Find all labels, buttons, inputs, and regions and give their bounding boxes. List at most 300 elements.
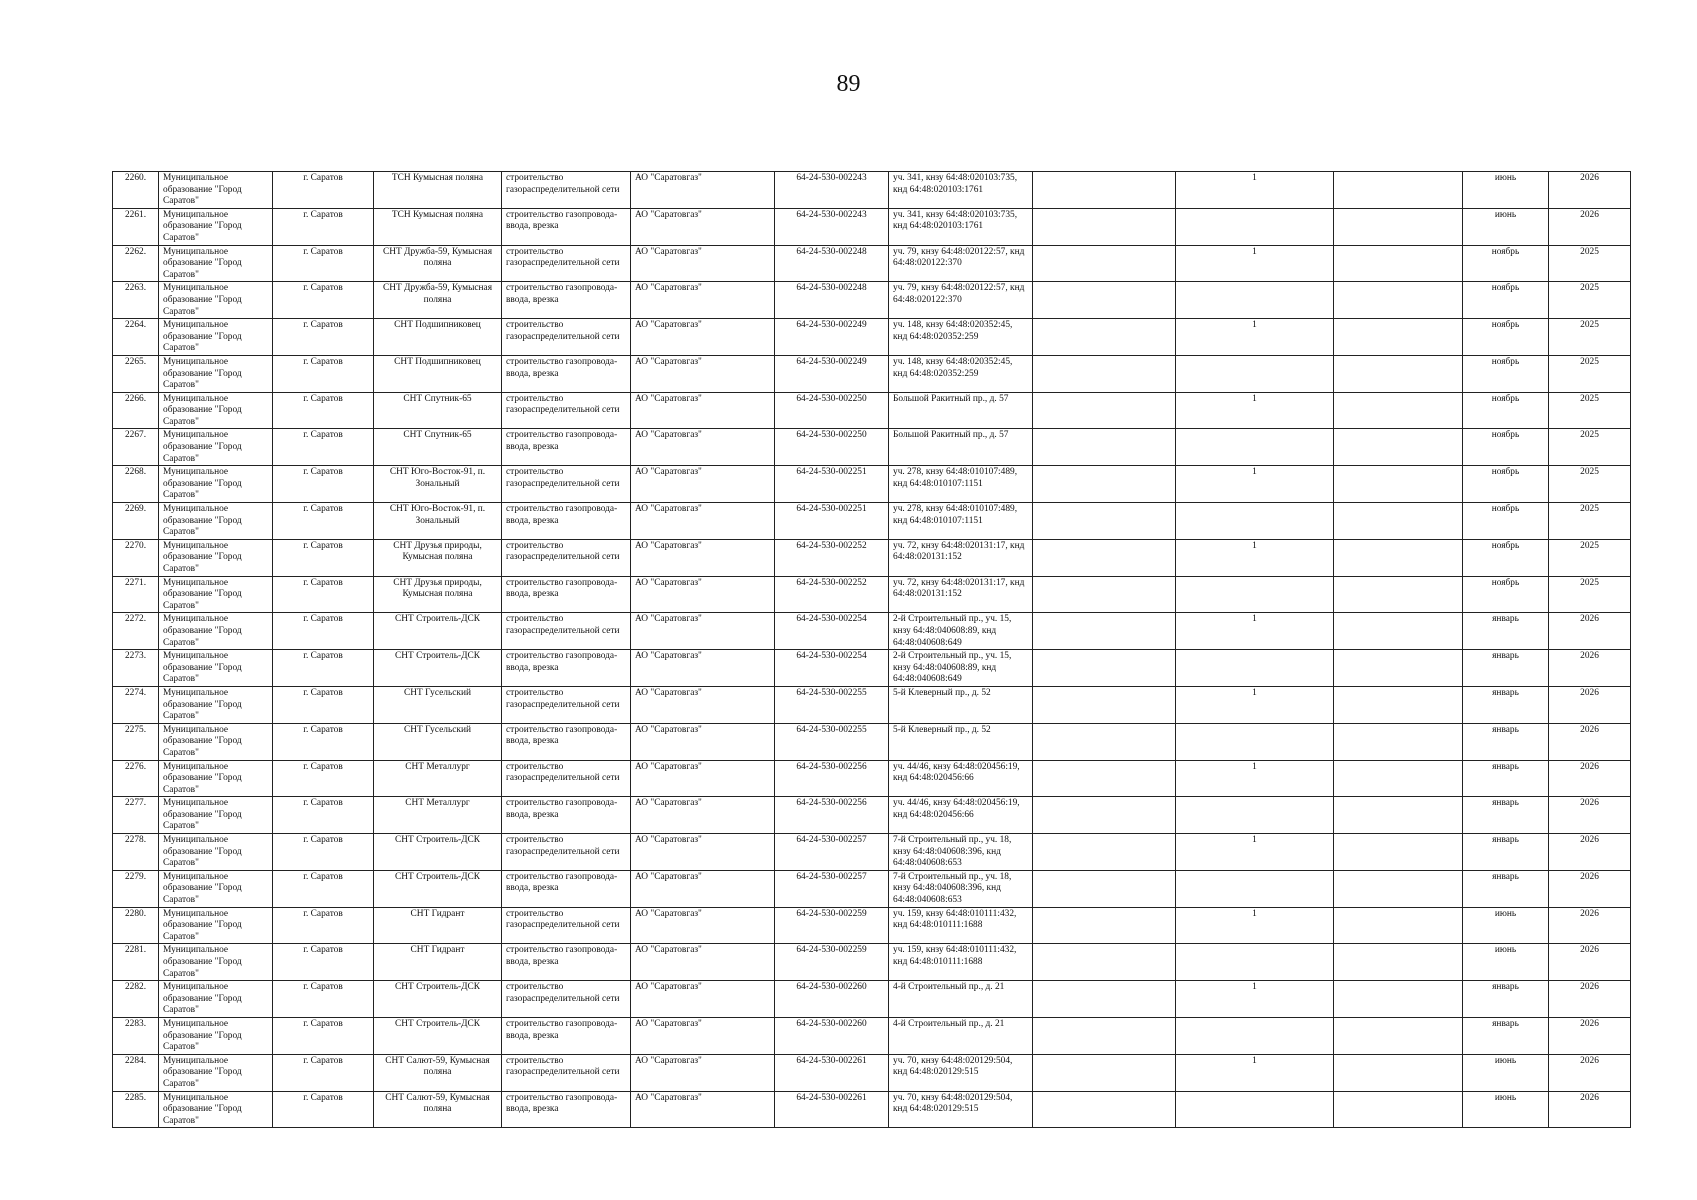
- extra-cell-1: [1033, 686, 1176, 723]
- year-cell: 2026: [1549, 760, 1631, 797]
- organization-cell: АО "Саратовгаз": [631, 650, 775, 687]
- year-cell: 2026: [1549, 797, 1631, 834]
- table-row: [113, 870, 1631, 907]
- address-cell: Большой Ракитный пр., д. 57: [889, 429, 1033, 466]
- settlement-cell: ТСН Кумысная поляна: [374, 172, 502, 209]
- municipality-cell: Муниципальное образование "Город Саратов": [159, 834, 273, 871]
- organization-cell: АО "Саратовгаз": [631, 944, 775, 981]
- row-number-cell: 2271.: [113, 576, 159, 613]
- year-cell: 2026: [1549, 870, 1631, 907]
- extra-cell-2: [1334, 760, 1463, 797]
- project-code-cell: 64-24-530-002250: [775, 429, 889, 466]
- extra-cell-1: [1033, 355, 1176, 392]
- address-cell: 7-й Строительный пр., уч. 18, кнзу 64:48:040608:396, кнд 64:48:040608:653: [889, 870, 1033, 907]
- extra-cell-2: [1334, 576, 1463, 613]
- settlement-cell: СНТ Гусельский: [374, 686, 502, 723]
- organization-cell: АО "Саратовгаз": [631, 981, 775, 1018]
- table-row: [113, 760, 1631, 797]
- count-cell: 1: [1176, 686, 1334, 723]
- organization-cell: АО "Саратовгаз": [631, 1054, 775, 1091]
- city-cell: г. Саратов: [273, 944, 374, 981]
- project-code-cell: 64-24-530-002250: [775, 392, 889, 429]
- city-cell: г. Саратов: [273, 429, 374, 466]
- year-cell: 2025: [1549, 355, 1631, 392]
- work-type-cell: строительство газораспределительной сети: [502, 613, 631, 650]
- work-type-cell: строительство газопровода-ввода, врезка: [502, 870, 631, 907]
- extra-cell-2: [1334, 686, 1463, 723]
- table-row: [113, 981, 1631, 1018]
- table-row: [113, 1054, 1631, 1091]
- address-cell: 2-й Строительный пр., уч. 15, кнзу 64:48:040608:89, кнд 64:48:040608:649: [889, 613, 1033, 650]
- project-code-cell: 64-24-530-002256: [775, 760, 889, 797]
- organization-cell: АО "Саратовгаз": [631, 870, 775, 907]
- address-cell: 5-й Клеверный пр., д. 52: [889, 686, 1033, 723]
- row-number-cell: 2266.: [113, 392, 159, 429]
- city-cell: г. Саратов: [273, 319, 374, 356]
- extra-cell-2: [1334, 797, 1463, 834]
- city-cell: г. Саратов: [273, 723, 374, 760]
- row-number-cell: 2278.: [113, 834, 159, 871]
- extra-cell-1: [1033, 1091, 1176, 1128]
- month-cell: июнь: [1463, 208, 1549, 245]
- work-type-cell: строительство газопровода-ввода, врезка: [502, 429, 631, 466]
- municipality-cell: Муниципальное образование "Город Саратов": [159, 319, 273, 356]
- address-cell: уч. 278, кнзу 64:48:010107:489, кнд 64:48:010107:1151: [889, 503, 1033, 540]
- count-cell: [1176, 1091, 1334, 1128]
- table-row: [113, 429, 1631, 466]
- project-code-cell: 64-24-530-002248: [775, 245, 889, 282]
- row-number-cell: 2273.: [113, 650, 159, 687]
- municipality-cell: Муниципальное образование "Город Саратов": [159, 429, 273, 466]
- settlement-cell: СНТ Салют-59, Кумысная поляна: [374, 1091, 502, 1128]
- project-code-cell: 64-24-530-002254: [775, 613, 889, 650]
- extra-cell-1: [1033, 392, 1176, 429]
- address-cell: 7-й Строительный пр., уч. 18, кнзу 64:48:040608:396, кнд 64:48:040608:653: [889, 834, 1033, 871]
- year-cell: 2025: [1549, 503, 1631, 540]
- extra-cell-2: [1334, 282, 1463, 319]
- extra-cell-1: [1033, 172, 1176, 209]
- extra-cell-1: [1033, 1054, 1176, 1091]
- address-cell: уч. 148, кнзу 64:48:020352:45, кнд 64:48:020352:259: [889, 319, 1033, 356]
- table-row: [113, 944, 1631, 981]
- month-cell: ноябрь: [1463, 245, 1549, 282]
- settlement-cell: СНТ Подшипниковец: [374, 355, 502, 392]
- project-code-cell: 64-24-530-002248: [775, 282, 889, 319]
- table-row: [113, 466, 1631, 503]
- row-number-cell: 2280.: [113, 907, 159, 944]
- table-row: [113, 208, 1631, 245]
- extra-cell-2: [1334, 870, 1463, 907]
- organization-cell: АО "Саратовгаз": [631, 1017, 775, 1054]
- table-row: [113, 355, 1631, 392]
- extra-cell-2: [1334, 613, 1463, 650]
- extra-cell-1: [1033, 319, 1176, 356]
- settlement-cell: СНТ Друзья природы, Кумысная поляна: [374, 539, 502, 576]
- extra-cell-2: [1334, 944, 1463, 981]
- organization-cell: АО "Саратовгаз": [631, 429, 775, 466]
- municipality-cell: Муниципальное образование "Город Саратов": [159, 245, 273, 282]
- extra-cell-2: [1334, 1091, 1463, 1128]
- city-cell: г. Саратов: [273, 613, 374, 650]
- settlement-cell: СНТ Металлург: [374, 797, 502, 834]
- organization-cell: АО "Саратовгаз": [631, 245, 775, 282]
- work-type-cell: строительство газопровода-ввода, врезка: [502, 650, 631, 687]
- address-cell: уч. 44/46, кнзу 64:48:020456:19, кнд 64:48:020456:66: [889, 760, 1033, 797]
- municipality-cell: Муниципальное образование "Город Саратов": [159, 576, 273, 613]
- work-type-cell: строительство газопровода-ввода, врезка: [502, 208, 631, 245]
- month-cell: ноябрь: [1463, 282, 1549, 319]
- month-cell: ноябрь: [1463, 429, 1549, 466]
- municipality-cell: Муниципальное образование "Город Саратов": [159, 1017, 273, 1054]
- address-cell: 2-й Строительный пр., уч. 15, кнзу 64:48:040608:89, кнд 64:48:040608:649: [889, 650, 1033, 687]
- settlement-cell: СНТ Салют-59, Кумысная поляна: [374, 1054, 502, 1091]
- month-cell: ноябрь: [1463, 466, 1549, 503]
- settlement-cell: СНТ Друзья природы, Кумысная поляна: [374, 576, 502, 613]
- work-type-cell: строительство газопровода-ввода, врезка: [502, 723, 631, 760]
- organization-cell: АО "Саратовгаз": [631, 613, 775, 650]
- month-cell: январь: [1463, 1017, 1549, 1054]
- city-cell: г. Саратов: [273, 172, 374, 209]
- table-row: [113, 539, 1631, 576]
- extra-cell-1: [1033, 981, 1176, 1018]
- settlement-cell: ТСН Кумысная поляна: [374, 208, 502, 245]
- organization-cell: АО "Саратовгаз": [631, 355, 775, 392]
- extra-cell-1: [1033, 907, 1176, 944]
- project-code-cell: 64-24-530-002257: [775, 870, 889, 907]
- work-type-cell: строительство газораспределительной сети: [502, 319, 631, 356]
- municipality-cell: Муниципальное образование "Город Саратов": [159, 282, 273, 319]
- extra-cell-1: [1033, 834, 1176, 871]
- organization-cell: АО "Саратовгаз": [631, 172, 775, 209]
- project-code-cell: 64-24-530-002243: [775, 172, 889, 209]
- month-cell: ноябрь: [1463, 319, 1549, 356]
- settlement-cell: СНТ Гусельский: [374, 723, 502, 760]
- work-type-cell: строительство газораспределительной сети: [502, 834, 631, 871]
- city-cell: г. Саратов: [273, 392, 374, 429]
- month-cell: июнь: [1463, 907, 1549, 944]
- row-number-cell: 2283.: [113, 1017, 159, 1054]
- month-cell: январь: [1463, 686, 1549, 723]
- work-type-cell: строительство газораспределительной сети: [502, 539, 631, 576]
- month-cell: июнь: [1463, 172, 1549, 209]
- organization-cell: АО "Саратовгаз": [631, 797, 775, 834]
- month-cell: январь: [1463, 870, 1549, 907]
- month-cell: июнь: [1463, 1054, 1549, 1091]
- year-cell: 2026: [1549, 1017, 1631, 1054]
- year-cell: 2026: [1549, 686, 1631, 723]
- settlement-cell: СНТ Юго-Восток-91, п. Зональный: [374, 503, 502, 540]
- work-type-cell: строительство газопровода-ввода, врезка: [502, 576, 631, 613]
- settlement-cell: СНТ Строитель-ДСК: [374, 613, 502, 650]
- table-row: [113, 907, 1631, 944]
- count-cell: [1176, 723, 1334, 760]
- project-code-cell: 64-24-530-002252: [775, 539, 889, 576]
- city-cell: г. Саратов: [273, 760, 374, 797]
- extra-cell-1: [1033, 429, 1176, 466]
- year-cell: 2025: [1549, 429, 1631, 466]
- work-type-cell: строительство газораспределительной сети: [502, 686, 631, 723]
- settlement-cell: СНТ Спутник-65: [374, 392, 502, 429]
- address-cell: уч. 278, кнзу 64:48:010107:489, кнд 64:48:010107:1151: [889, 466, 1033, 503]
- organization-cell: АО "Саратовгаз": [631, 907, 775, 944]
- organization-cell: АО "Саратовгаз": [631, 392, 775, 429]
- settlement-cell: СНТ Гидрант: [374, 907, 502, 944]
- municipality-cell: Муниципальное образование "Город Саратов": [159, 723, 273, 760]
- organization-cell: АО "Саратовгаз": [631, 834, 775, 871]
- count-cell: 1: [1176, 392, 1334, 429]
- work-type-cell: строительство газопровода-ввода, врезка: [502, 282, 631, 319]
- table-row: [113, 686, 1631, 723]
- count-cell: 1: [1176, 760, 1334, 797]
- extra-cell-1: [1033, 576, 1176, 613]
- extra-cell-1: [1033, 282, 1176, 319]
- year-cell: 2025: [1549, 466, 1631, 503]
- count-cell: 1: [1176, 981, 1334, 1018]
- city-cell: г. Саратов: [273, 686, 374, 723]
- extra-cell-2: [1334, 981, 1463, 1018]
- year-cell: 2026: [1549, 1091, 1631, 1128]
- count-cell: 1: [1176, 539, 1334, 576]
- address-cell: уч. 79, кнзу 64:48:020122:57, кнд 64:48:020122:370: [889, 282, 1033, 319]
- organization-cell: АО "Саратовгаз": [631, 539, 775, 576]
- municipality-cell: Муниципальное образование "Город Саратов": [159, 503, 273, 540]
- table-row: [113, 834, 1631, 871]
- extra-cell-1: [1033, 870, 1176, 907]
- month-cell: ноябрь: [1463, 539, 1549, 576]
- settlement-cell: СНТ Строитель-ДСК: [374, 981, 502, 1018]
- year-cell: 2026: [1549, 650, 1631, 687]
- municipality-cell: Муниципальное образование "Город Саратов": [159, 686, 273, 723]
- table-row: [113, 172, 1631, 209]
- organization-cell: АО "Саратовгаз": [631, 503, 775, 540]
- project-code-cell: 64-24-530-002260: [775, 1017, 889, 1054]
- row-number-cell: 2262.: [113, 245, 159, 282]
- table-row: [113, 1017, 1631, 1054]
- extra-cell-2: [1334, 1017, 1463, 1054]
- city-cell: г. Саратов: [273, 245, 374, 282]
- work-type-cell: строительство газораспределительной сети: [502, 172, 631, 209]
- extra-cell-1: [1033, 760, 1176, 797]
- organization-cell: АО "Саратовгаз": [631, 319, 775, 356]
- year-cell: 2025: [1549, 392, 1631, 429]
- settlement-cell: СНТ Подшипниковец: [374, 319, 502, 356]
- city-cell: г. Саратов: [273, 466, 374, 503]
- count-cell: [1176, 870, 1334, 907]
- city-cell: г. Саратов: [273, 870, 374, 907]
- month-cell: июнь: [1463, 1091, 1549, 1128]
- row-number-cell: 2282.: [113, 981, 159, 1018]
- count-cell: [1176, 282, 1334, 319]
- extra-cell-2: [1334, 723, 1463, 760]
- month-cell: ноябрь: [1463, 503, 1549, 540]
- table-row: [113, 650, 1631, 687]
- organization-cell: АО "Саратовгаз": [631, 723, 775, 760]
- settlement-cell: СНТ Строитель-ДСК: [374, 1017, 502, 1054]
- extra-cell-2: [1334, 907, 1463, 944]
- year-cell: 2025: [1549, 576, 1631, 613]
- settlement-cell: СНТ Строитель-ДСК: [374, 650, 502, 687]
- extra-cell-1: [1033, 1017, 1176, 1054]
- extra-cell-1: [1033, 650, 1176, 687]
- count-cell: 1: [1176, 613, 1334, 650]
- count-cell: [1176, 576, 1334, 613]
- extra-cell-1: [1033, 613, 1176, 650]
- extra-cell-2: [1334, 466, 1463, 503]
- address-cell: уч. 159, кнзу 64:48:010111:432, кнд 64:48:010111:1688: [889, 907, 1033, 944]
- year-cell: 2025: [1549, 282, 1631, 319]
- month-cell: январь: [1463, 723, 1549, 760]
- address-cell: уч. 70, кнзу 64:48:020129:504, кнд 64:48:020129:515: [889, 1091, 1033, 1128]
- extra-cell-2: [1334, 172, 1463, 209]
- extra-cell-1: [1033, 797, 1176, 834]
- table-row: [113, 319, 1631, 356]
- row-number-cell: 2261.: [113, 208, 159, 245]
- row-number-cell: 2274.: [113, 686, 159, 723]
- address-cell: уч. 70, кнзу 64:48:020129:504, кнд 64:48:020129:515: [889, 1054, 1033, 1091]
- year-cell: 2026: [1549, 208, 1631, 245]
- city-cell: г. Саратов: [273, 1091, 374, 1128]
- row-number-cell: 2265.: [113, 355, 159, 392]
- address-cell: уч. 72, кнзу 64:48:020131:17, кнд 64:48:020131:152: [889, 539, 1033, 576]
- count-cell: [1176, 208, 1334, 245]
- municipality-cell: Муниципальное образование "Город Саратов": [159, 944, 273, 981]
- settlement-cell: СНТ Строитель-ДСК: [374, 870, 502, 907]
- extra-cell-1: [1033, 245, 1176, 282]
- page-number: 89: [836, 71, 861, 97]
- address-cell: уч. 72, кнзу 64:48:020131:17, кнд 64:48:020131:152: [889, 576, 1033, 613]
- work-type-cell: строительство газораспределительной сети: [502, 907, 631, 944]
- work-type-cell: строительство газораспределительной сети: [502, 760, 631, 797]
- extra-cell-2: [1334, 319, 1463, 356]
- city-cell: г. Саратов: [273, 282, 374, 319]
- city-cell: г. Саратов: [273, 834, 374, 871]
- municipality-cell: Муниципальное образование "Город Саратов": [159, 1054, 273, 1091]
- month-cell: январь: [1463, 760, 1549, 797]
- address-cell: уч. 44/46, кнзу 64:48:020456:19, кнд 64:48:020456:66: [889, 797, 1033, 834]
- row-number-cell: 2264.: [113, 319, 159, 356]
- count-cell: 1: [1176, 319, 1334, 356]
- work-type-cell: строительство газопровода-ввода, врезка: [502, 503, 631, 540]
- project-code-cell: 64-24-530-002249: [775, 355, 889, 392]
- project-code-cell: 64-24-530-002259: [775, 907, 889, 944]
- table-row: [113, 282, 1631, 319]
- table-row: [113, 245, 1631, 282]
- month-cell: январь: [1463, 981, 1549, 1018]
- organization-cell: АО "Саратовгаз": [631, 760, 775, 797]
- count-cell: 1: [1176, 907, 1334, 944]
- table-row: [113, 576, 1631, 613]
- count-cell: [1176, 355, 1334, 392]
- month-cell: январь: [1463, 834, 1549, 871]
- extra-cell-1: [1033, 503, 1176, 540]
- organization-cell: АО "Саратовгаз": [631, 466, 775, 503]
- table-row: [113, 797, 1631, 834]
- municipality-cell: Муниципальное образование "Город Саратов": [159, 208, 273, 245]
- row-number-cell: 2272.: [113, 613, 159, 650]
- municipality-cell: Муниципальное образование "Город Саратов": [159, 1091, 273, 1128]
- registry-table: [112, 171, 1631, 1128]
- work-type-cell: строительство газораспределительной сети: [502, 245, 631, 282]
- month-cell: ноябрь: [1463, 355, 1549, 392]
- month-cell: ноябрь: [1463, 392, 1549, 429]
- city-cell: г. Саратов: [273, 981, 374, 1018]
- row-number-cell: 2276.: [113, 760, 159, 797]
- project-code-cell: 64-24-530-002243: [775, 208, 889, 245]
- work-type-cell: строительство газопровода-ввода, врезка: [502, 355, 631, 392]
- municipality-cell: Муниципальное образование "Город Саратов": [159, 392, 273, 429]
- city-cell: г. Саратов: [273, 208, 374, 245]
- city-cell: г. Саратов: [273, 1054, 374, 1091]
- work-type-cell: строительство газопровода-ввода, врезка: [502, 1091, 631, 1128]
- extra-cell-2: [1334, 429, 1463, 466]
- table-row: [113, 1091, 1631, 1128]
- year-cell: 2025: [1549, 539, 1631, 576]
- row-number-cell: 2263.: [113, 282, 159, 319]
- extra-cell-2: [1334, 1054, 1463, 1091]
- project-code-cell: 64-24-530-002252: [775, 576, 889, 613]
- count-cell: [1176, 797, 1334, 834]
- municipality-cell: Муниципальное образование "Город Саратов": [159, 355, 273, 392]
- organization-cell: АО "Саратовгаз": [631, 282, 775, 319]
- municipality-cell: Муниципальное образование "Город Саратов": [159, 539, 273, 576]
- city-cell: г. Саратов: [273, 1017, 374, 1054]
- count-cell: 1: [1176, 834, 1334, 871]
- count-cell: [1176, 503, 1334, 540]
- municipality-cell: Муниципальное образование "Город Саратов": [159, 613, 273, 650]
- count-cell: 1: [1176, 1054, 1334, 1091]
- count-cell: [1176, 1017, 1334, 1054]
- project-code-cell: 64-24-530-002251: [775, 466, 889, 503]
- year-cell: 2026: [1549, 1054, 1631, 1091]
- city-cell: г. Саратов: [273, 576, 374, 613]
- settlement-cell: СНТ Дружба-59, Кумысная поляна: [374, 245, 502, 282]
- table-row: [113, 392, 1631, 429]
- month-cell: январь: [1463, 797, 1549, 834]
- row-number-cell: 2284.: [113, 1054, 159, 1091]
- registry-table-body: [113, 172, 1631, 1128]
- count-cell: [1176, 429, 1334, 466]
- city-cell: г. Саратов: [273, 503, 374, 540]
- municipality-cell: Муниципальное образование "Город Саратов": [159, 981, 273, 1018]
- municipality-cell: Муниципальное образование "Город Саратов": [159, 797, 273, 834]
- city-cell: г. Саратов: [273, 797, 374, 834]
- month-cell: июнь: [1463, 944, 1549, 981]
- project-code-cell: 64-24-530-002249: [775, 319, 889, 356]
- settlement-cell: СНТ Дружба-59, Кумысная поляна: [374, 282, 502, 319]
- address-cell: уч. 341, кнзу 64:48:020103:735, кнд 64:48:020103:1761: [889, 208, 1033, 245]
- municipality-cell: Муниципальное образование "Город Саратов": [159, 760, 273, 797]
- address-cell: уч. 148, кнзу 64:48:020352:45, кнд 64:48:020352:259: [889, 355, 1033, 392]
- project-code-cell: 64-24-530-002261: [775, 1091, 889, 1128]
- extra-cell-1: [1033, 466, 1176, 503]
- extra-cell-2: [1334, 245, 1463, 282]
- extra-cell-2: [1334, 503, 1463, 540]
- city-cell: г. Саратов: [273, 907, 374, 944]
- extra-cell-1: [1033, 723, 1176, 760]
- city-cell: г. Саратов: [273, 650, 374, 687]
- table-row: [113, 613, 1631, 650]
- year-cell: 2026: [1549, 172, 1631, 209]
- extra-cell-1: [1033, 208, 1176, 245]
- count-cell: 1: [1176, 172, 1334, 209]
- month-cell: январь: [1463, 613, 1549, 650]
- settlement-cell: СНТ Спутник-65: [374, 429, 502, 466]
- settlement-cell: СНТ Строитель-ДСК: [374, 834, 502, 871]
- year-cell: 2026: [1549, 723, 1631, 760]
- project-code-cell: 64-24-530-002260: [775, 981, 889, 1018]
- municipality-cell: Муниципальное образование "Город Саратов": [159, 870, 273, 907]
- project-code-cell: 64-24-530-002257: [775, 834, 889, 871]
